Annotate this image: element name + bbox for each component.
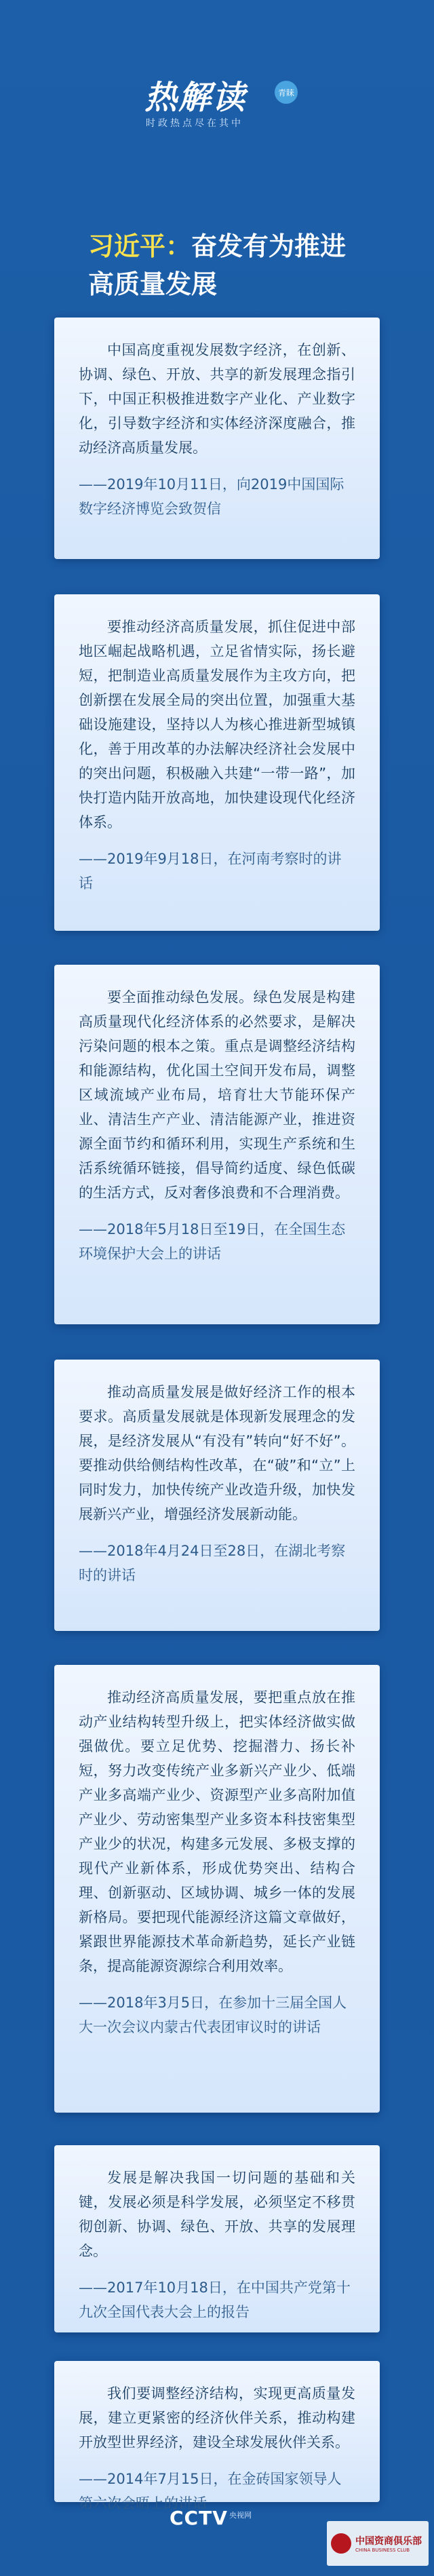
quote-card [54, 1360, 380, 1631]
quote-card [54, 318, 380, 559]
cctv-logo-text: CCTV [170, 2507, 228, 2529]
quote-source: ——2019年9月18日，在河南考察时的讲话 [79, 851, 342, 891]
club-emblem-icon [331, 2533, 351, 2554]
title-name: 习近平 [88, 231, 166, 261]
club-name-en: CHINA BUSINESS CLUB [355, 2548, 410, 2553]
club-name-cn: 中国资商俱乐部 [355, 2536, 422, 2547]
quote-card [54, 2361, 380, 2512]
quote-card [54, 1665, 380, 2113]
title-line1-rest: 奋发有为推进 [191, 231, 347, 261]
quote-source: ——2017年10月18日，在中国共产党第十九次全国代表大会上的报告 [79, 2280, 351, 2320]
header-banner [0, 0, 434, 204]
cctv-logo [170, 2507, 264, 2548]
logo-text: 热解读 [144, 79, 247, 117]
quote-source: ——2018年4月24日至28日，在湖北考察时的讲话 [79, 1543, 346, 1583]
quote-text: 推动高质量发展是做好经济工作的根本要求。高质量发展就是体现新发展理念的发展，是经济发展从“有没有”转向“好不好”。要推动供给侧结构性改革，在“破”和“立”上同时发力，加快传统产业改造升级，加快发展新兴产业，增强经济发展新动能。 [79, 1384, 355, 1522]
hot-interpretation-logo [139, 71, 295, 139]
quote-source: ——2019年10月11日，向2019中国国际数字经济博览会致贺信 [79, 476, 344, 517]
quote-text: 要全面推动绿色发展。绿色发展是构建高质量现代化经济体系的必然要求，是解决污染问题的根本之策。重点是调整经济结构和能源结构，优化国土空间开发布局，调整区域流域产业布局，培育壮大节能环保产业、清洁生产产业、清洁能源产业，推进资源全面节约和循环利用，实现生产系统和生活系统循环链接，倡导简约适度、绿色低碳的生活方式，反对奢侈浪费和不合理消费。 [79, 989, 355, 1201]
cctv-logo-sub: 央视网 [229, 2511, 252, 2520]
quote-source: ——2014年7月15日，在金砖国家领导人第六次会晤上的讲话 [79, 2471, 342, 2512]
quote-text: 发展是解决我国一切问题的基础和关键，发展必须是科学发展，必须坚定不移贯彻创新、协调、绿色、开放、共享的发展理念。 [79, 2170, 355, 2259]
logo-tag-badge: 青睐 [275, 81, 298, 104]
quote-text: 我们要调整经济结构，实现更高质量发展，建立更紧密的经济伙伴关系，推动构建开放型世界经济，建设全球发展伙伴关系。 [79, 2385, 355, 2450]
quote-text: 中国高度重视发展数字经济，在创新、协调、绿色、开放、共享的新发展理念指引下，中国正积极推进数字产业化、产业数字化，引导数字经济和实体经济深度融合，推动经济高质量发展。 [79, 342, 355, 456]
quote-card [54, 2145, 380, 2332]
quote-source: ——2018年3月5日，在参加十三届全国人大一次会议内蒙古代表团审议时的讲话 [79, 1995, 347, 2035]
logo-subtitle: 时政热点尽在其中 [146, 118, 243, 129]
quote-text: 推动经济高质量发展，要把重点放在推动产业结构转型升级上，把实体经济做实做强做优。要立足优势、挖掘潜力、扬长补短，努力改变传统产业多新兴产业少、低端产业多高端产业少、资源型产业多高附加值产业少、劳动密集型产业多资本科技密集型产业少的状况，构建多元发展、多极支撑的现代产业新体系，形成优势突出、结构合理、创新驱动、区域协调、城乡一体的发展新格局。要把现代能源经济这篇文章做好，紧跟世界能源技术革命新趋势，延长产业链条，提高能源资源综合利用效率。 [79, 1689, 355, 1974]
quote-card [54, 594, 380, 931]
title-line2: 高质量发展 [88, 269, 218, 299]
club-watermark-logo [327, 2521, 429, 2566]
title-colon: ： [165, 231, 192, 261]
page-title [88, 227, 400, 303]
quote-card [54, 965, 380, 1324]
quote-text: 要推动经济高质量发展，抓住促进中部地区崛起战略机遇，立足省情实际，扬长避短，把制造业高质量发展作为主攻方向，把创新摆在发展全局的突出位置，加强重大基础设施建设，坚持以人为核心推进新型城镇化，善于用改革的办法解决经济社会发展中的突出问题，积极融入共建“一带一路”，加快打造内陆开放高地，加快建设现代化经济体系。 [79, 619, 355, 830]
quote-source: ——2018年5月18日至19日，在全国生态环境保护大会上的讲话 [79, 1221, 346, 1262]
